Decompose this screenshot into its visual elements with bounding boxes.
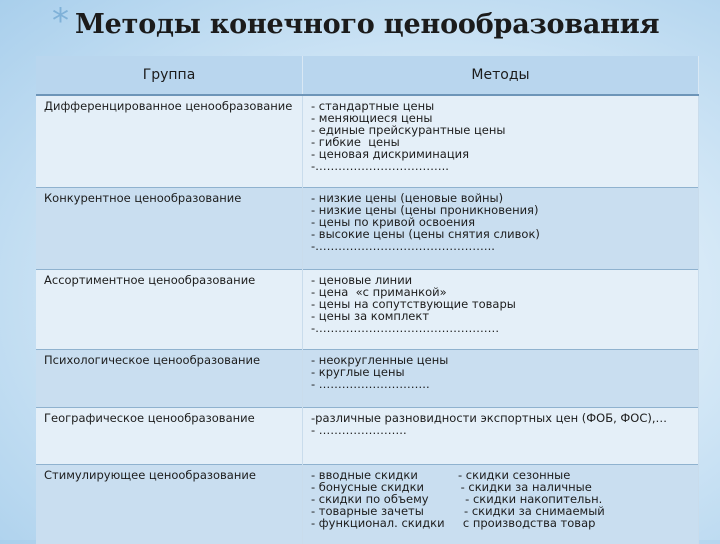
table-row (36, 269, 699, 349)
table-row (36, 187, 699, 269)
group-cell: Ассортиментное ценообразование (36, 269, 303, 349)
method-item: - стандартные цены (311, 99, 435, 113)
method-item: - гибкие цены (311, 135, 400, 149)
table-row (36, 95, 699, 187)
pricing-methods-table (36, 56, 699, 544)
group-cell: Конкурентное ценообразование (36, 187, 303, 269)
group-cell: Стимулирующее ценообразование (36, 464, 303, 544)
slide-title: Методы конечного ценообразования (75, 9, 660, 40)
method-item: - меняющиеся цены (311, 111, 433, 125)
method-item: - скидки по объему - скидки накопительн. (311, 491, 603, 506)
method-item: - цены за комплект (311, 308, 430, 323)
title-bullet-icon: * (52, 1, 69, 41)
methods-cell (303, 349, 699, 407)
methods-cell (303, 95, 699, 187)
group-cell: Географическое ценообразование (36, 407, 303, 464)
method-item: - бонусные скидки - скидки за наличные (311, 479, 592, 494)
method-item: -……………………………………….. (311, 238, 495, 253)
method-item: - товарные зачеты - скидки за снимаемый (311, 503, 605, 518)
method-item: - неокругленные цены (311, 352, 449, 367)
method-item: - ……………………….. (311, 376, 430, 391)
method-item: - вводные скидки - скидки сезонные (311, 467, 571, 482)
method-item: -………………………………………… (311, 320, 500, 335)
method-item: -различные разновидности экспортных цен (ФОБ, ФОС),… (311, 410, 668, 425)
method-item: - низкие цены (ценовые войны) (311, 190, 504, 205)
table-row (36, 464, 699, 544)
header-methods: Методы (303, 56, 699, 95)
table-header-row (36, 56, 699, 95)
method-item: - цена «с приманкой» (311, 284, 447, 299)
slide-title-row (52, 1, 660, 52)
method-item: - ценовая дискриминация (311, 147, 470, 161)
methods-cell (303, 464, 699, 544)
method-item: - цены по кривой освоения (311, 214, 475, 229)
header-group: Группа (36, 56, 303, 95)
table-row (36, 407, 699, 464)
group-cell: Психологическое ценообразование (36, 349, 303, 407)
method-item: - ценовые линии (311, 272, 413, 287)
methods-cell (303, 407, 699, 464)
method-item: - высокие цены (цены снятия сливок) (311, 226, 540, 241)
table-row (36, 349, 699, 407)
method-item: - ………………….. (311, 422, 407, 437)
method-item: -…………………………….. (311, 159, 449, 173)
method-item: - функционал. скидки с производства товар (311, 515, 596, 530)
method-item: - низкие цены (цены проникновения) (311, 202, 539, 217)
methods-cell (303, 187, 699, 269)
method-item: - цены на сопутствующие товары (311, 296, 516, 311)
method-item: - круглые цены (311, 364, 405, 379)
method-item: - единые прейскурантные цены (311, 123, 506, 137)
group-cell: Дифференцированное ценообразование (36, 95, 303, 187)
methods-cell (303, 269, 699, 349)
